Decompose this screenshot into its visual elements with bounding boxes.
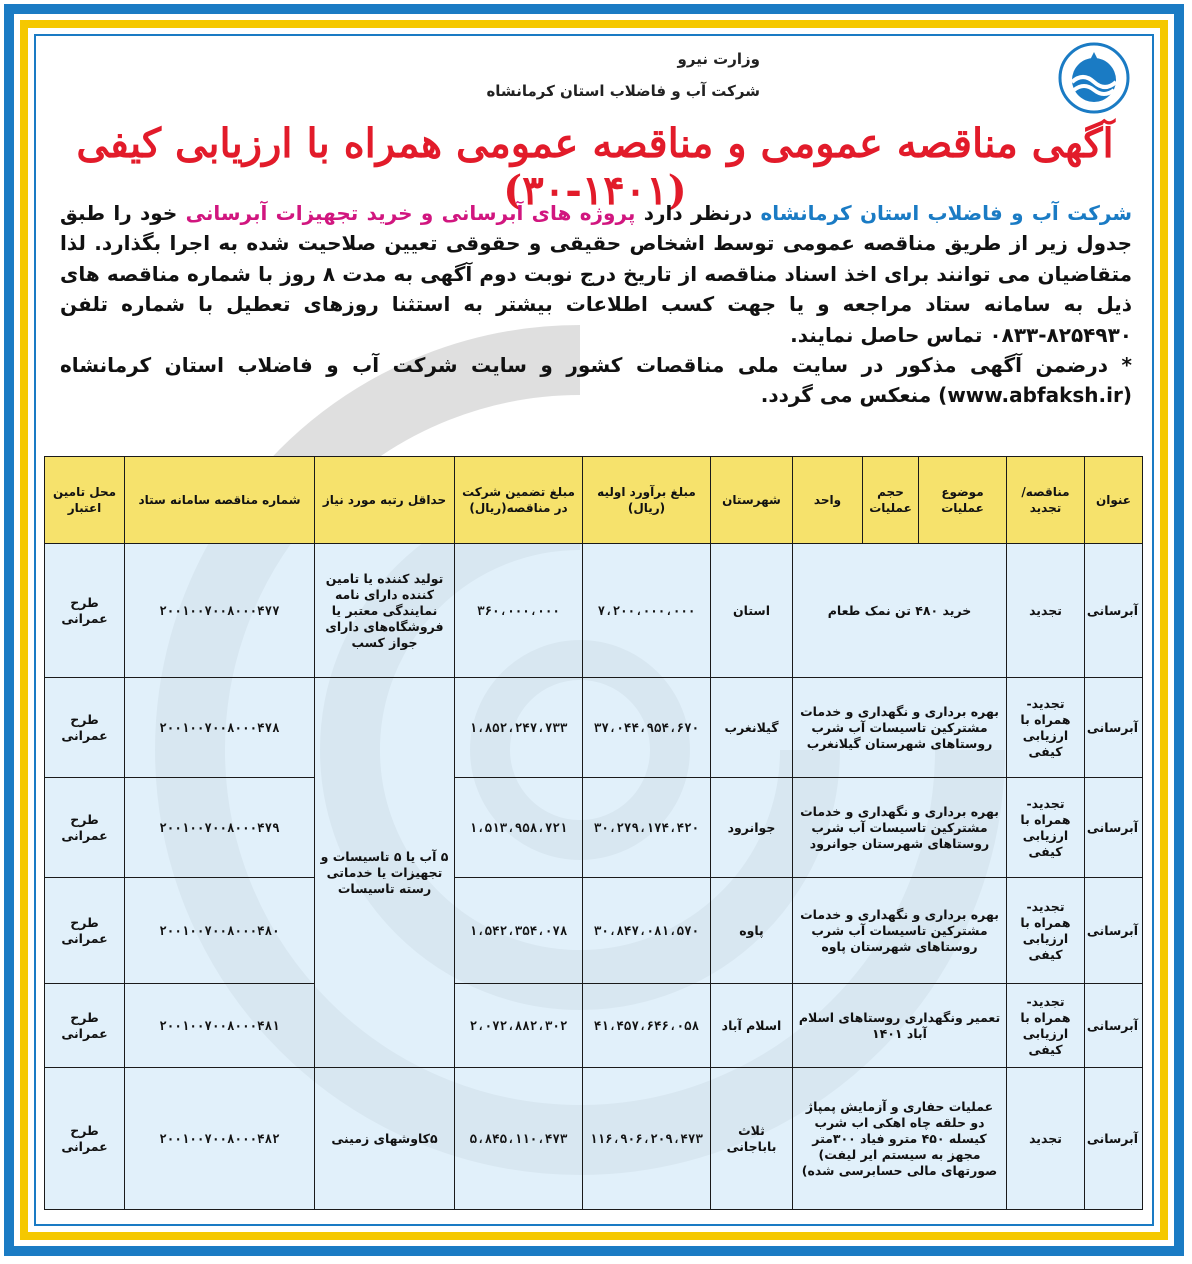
header-tender: مناقصه/ تجدید (1007, 457, 1085, 544)
cell-title: آبرسانی (1085, 778, 1143, 878)
website-link[interactable]: www.abfaksh.ir (947, 383, 1123, 408)
company-name: شرکت آب و فاضلاب استان کرمانشاه (486, 82, 760, 100)
header-subject: موضوع عملیات (919, 457, 1007, 544)
cell-funding: طرح عمرانی (45, 878, 125, 984)
ministry-name: وزارت نیرو (677, 50, 760, 68)
cell-estimate: ۳۰،۸۴۷،۰۸۱،۵۷۰ (583, 878, 711, 984)
cell-guarantee: ۱،۵۴۲،۳۵۴،۰۷۸ (455, 878, 583, 984)
intro-text-3: * درضمن آگهی مذکور در سایت ملی مناقصات کشور و سایت شرکت آب و فاضلاب استان کرمانشاه ( (60, 353, 1132, 408)
cell-estimate: ۳۷،۰۴۴،۹۵۴،۶۷۰ (583, 678, 711, 778)
cell-estimate: ۱۱۶،۹۰۶،۲۰۹،۴۷۳ (583, 1068, 711, 1210)
cell-estimate: ۳۰،۲۷۹،۱۷۴،۴۲۰ (583, 778, 711, 878)
cell-grade: تولید کننده یا تامین کننده دارای نامه نمایندگی معتبر یا فروشگاه‌های دارای جواز کسب (315, 544, 455, 678)
announcement-title: آگهی مناقصه عمومی و مناقصه عمومی همراه با ارزیابی کیفی (۱۴۰۱-۳۰) (76, 120, 1114, 214)
header-estimate: مبلغ برآورد اولیه (ریال) (583, 457, 711, 544)
intro-projects: پروژه های آبرسانی و خرید تجهیزات آبرسانی (185, 201, 636, 225)
cell-guarantee: ۳۶۰،۰۰۰،۰۰۰ (455, 544, 583, 678)
cell-tender: تجدید- همراه با ارزیابی کیفی (1007, 678, 1085, 778)
cell-funding: طرح عمرانی (45, 544, 125, 678)
cell-city: استان (711, 544, 793, 678)
table-header-row (45, 457, 1143, 544)
header-funding: محل تامین اعتبار (45, 457, 125, 544)
cell-title: آبرسانی (1085, 678, 1143, 778)
cell-title: آبرسانی (1085, 984, 1143, 1068)
header-grade: حداقل رتبه مورد نیاز (315, 457, 455, 544)
cell-estimate: ۴۱،۴۵۷،۶۴۶،۰۵۸ (583, 984, 711, 1068)
cell-subject: بهره برداری و نگهداری و خدمات مشترکین تاسیسات آب شرب روستاهای شهرستان گیلانغرب (793, 678, 1007, 778)
intro-text-4: ) منعکس می گردد. (760, 383, 948, 408)
cell-city: جوانرود (711, 778, 793, 878)
cell-city: اسلام آباد (711, 984, 793, 1068)
cell-city: گیلانغرب (711, 678, 793, 778)
cell-subject: خرید ۴۸۰ تن نمک طعام (793, 544, 1007, 678)
cell-grade: ۵کاوشهای زمینی (315, 1068, 455, 1210)
header-guarantee: مبلغ تضمین شرکت در مناقصه(ریال) (455, 457, 583, 544)
tenders-table (44, 456, 1143, 1210)
cell-funding: طرح عمرانی (45, 1068, 125, 1210)
cell-tender: تجدید- همراه با ارزیابی کیفی (1007, 778, 1085, 878)
table-row (45, 1068, 1143, 1210)
cell-subject: بهره برداری و نگهداری و خدمات مشترکین تاسیسات آب شرب روستاهای شهرستان جوانرود (793, 778, 1007, 878)
cell-tender: تجدید (1007, 1068, 1085, 1210)
intro-paragraph (60, 198, 1132, 411)
cell-tender: تجدید (1007, 544, 1085, 678)
intro-text-1: درنظر دارد (635, 201, 761, 225)
intro-text-2: خود را طبق جدول زیر از طریق مناقصه عمومی توسط اشخاص حقیقی و حقوقی تعیین صلاحیت شده به اجرا بگذارد. لذا متقاضیان می توانند برای اخذ اسناد مناقصه از تاریخ درج نوبت دوم آگهی به مدت ۸ روز با شماره مناقصه های ذیل به سامانه ستاد مراجعه و یا جهت کسب اطلاعات بیشتر به استثنا روزهای تعطیل با شماره تلفن ۸۲۵۴۹۳۰-۰۸۳۳ تماس حاصل نمایند. (60, 201, 1132, 347)
cell-title: آبرسانی (1085, 878, 1143, 984)
cell-grade: ۵ آب یا ۵ تاسیسات و تجهیزات یا خدماتی رسته تاسیسات (315, 678, 455, 1068)
cell-guarantee: ۲،۰۷۲،۸۸۲،۳۰۲ (455, 984, 583, 1068)
header-title: عنوان (1085, 457, 1143, 544)
table-row (45, 678, 1143, 778)
cell-tender: تجدید- همراه با ارزیابی کیفی (1007, 878, 1085, 984)
cell-title: آبرسانی (1085, 1068, 1143, 1210)
table-row (45, 984, 1143, 1068)
cell-number: ۲۰۰۱۰۰۷۰۰۸۰۰۰۴۷۷ (125, 544, 315, 678)
cell-number: ۲۰۰۱۰۰۷۰۰۸۰۰۰۴۸۰ (125, 878, 315, 984)
table-row (45, 778, 1143, 878)
cell-subject: بهره برداری و نگهداری و خدمات مشترکین تاسیسات آب شرب روستاهای شهرستان پاوه (793, 878, 1007, 984)
water-company-logo-icon (1058, 42, 1130, 114)
cell-subject: عملیات حفاری و آزمایش پمپاژ دو حلقه چاه اهکی اب شرب کیسله ۴۵۰ مترو فیاد ۳۰۰متر مجهز به سیستم ایر لیفت) صورتهای مالی حسابرسی شده) (793, 1068, 1007, 1210)
cell-guarantee: ۱،۸۵۲،۲۴۷،۷۳۳ (455, 678, 583, 778)
cell-title: آبرسانی (1085, 544, 1143, 678)
cell-tender: تجدید- همراه با ارزیابی کیفی (1007, 984, 1085, 1068)
cell-number: ۲۰۰۱۰۰۷۰۰۸۰۰۰۴۸۱ (125, 984, 315, 1068)
cell-funding: طرح عمرانی (45, 678, 125, 778)
header-unit: واحد (793, 457, 863, 544)
cell-number: ۲۰۰۱۰۰۷۰۰۸۰۰۰۴۷۹ (125, 778, 315, 878)
cell-number: ۲۰۰۱۰۰۷۰۰۸۰۰۰۴۸۲ (125, 1068, 315, 1210)
cell-funding: طرح عمرانی (45, 984, 125, 1068)
header-number: شماره مناقصه سامانه ستاد (125, 457, 315, 544)
table-row (45, 544, 1143, 678)
cell-guarantee: ۵،۸۴۵،۱۱۰،۴۷۳ (455, 1068, 583, 1210)
cell-estimate: ۷،۲۰۰،۰۰۰،۰۰۰ (583, 544, 711, 678)
cell-city: پاوه (711, 878, 793, 984)
header-volume: حجم عملیات (863, 457, 919, 544)
cell-subject: تعمیر ونگهداری روستاهای اسلام آباد ۱۴۰۱ (793, 984, 1007, 1068)
cell-city: ثلاث باباجانی (711, 1068, 793, 1210)
cell-number: ۲۰۰۱۰۰۷۰۰۸۰۰۰۴۷۸ (125, 678, 315, 778)
intro-company-name: شرکت آب و فاضلاب استان کرمانشاه (760, 201, 1132, 225)
table-row (45, 878, 1143, 984)
cell-guarantee: ۱،۵۱۳،۹۵۸،۷۲۱ (455, 778, 583, 878)
cell-funding: طرح عمرانی (45, 778, 125, 878)
header-city: شهرستان (711, 457, 793, 544)
